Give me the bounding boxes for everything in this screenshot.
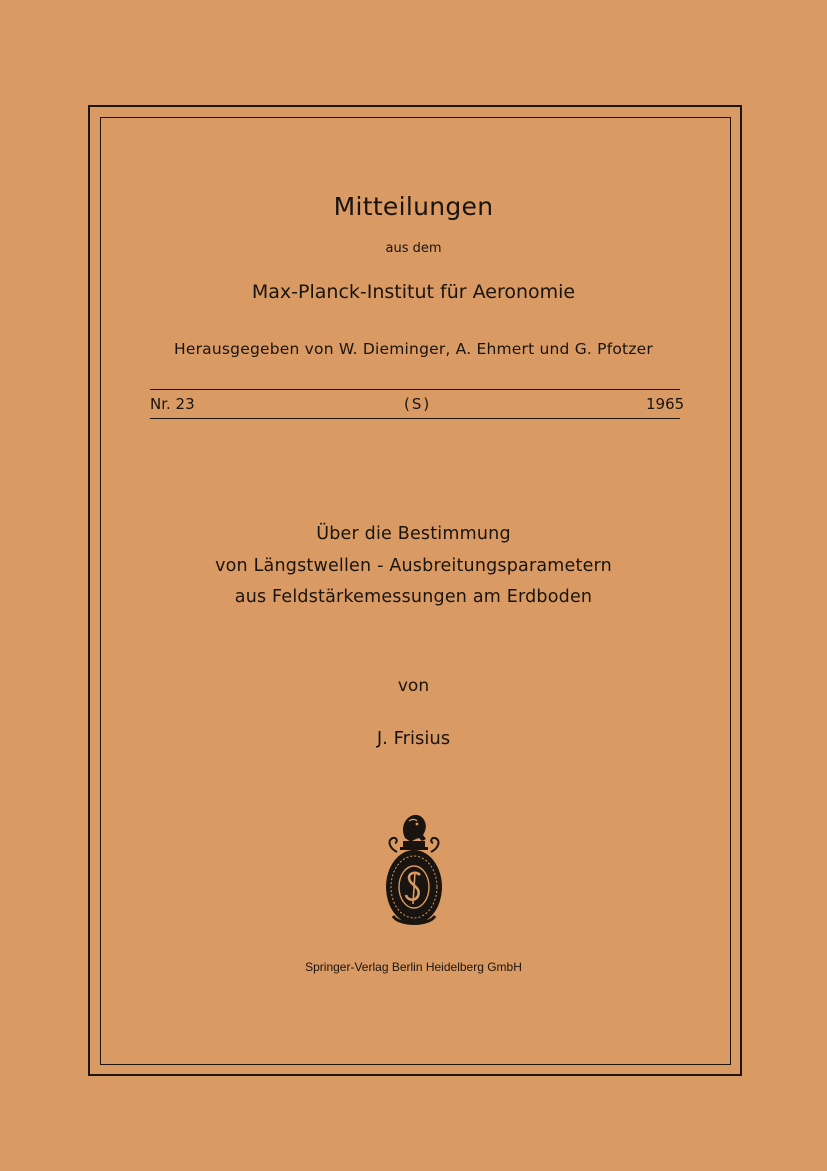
publication-year: 1965 <box>646 395 685 413</box>
issue-number: Nr. 23 <box>150 395 195 413</box>
title-line-2: von Längstwellen - Ausbreitungsparametern <box>215 555 612 576</box>
bottom-rule <box>150 418 680 419</box>
editors-line: Herausgegeben von W. Dieminger, A. Ehmert und G. Pfotzer <box>174 340 653 358</box>
author-name: J. Frisius <box>376 728 451 749</box>
publisher-line: Springer-Verlag Berlin Heidelberg GmbH <box>305 960 522 974</box>
series-title: Mitteilungen <box>333 192 494 221</box>
institute-name: Max-Planck-Institut für Aeronomie <box>251 281 576 303</box>
springer-knight-logo-icon <box>379 812 449 932</box>
by-label: von <box>397 676 430 696</box>
book-title <box>0 519 827 614</box>
from-label: aus dem <box>385 241 442 256</box>
section-label: (S) <box>404 395 432 413</box>
title-line-3: aus Feldstärkemessungen am Erdboden <box>234 587 593 607</box>
top-rule <box>150 389 680 390</box>
title-line-1: Über die Bestimmung <box>316 524 511 544</box>
